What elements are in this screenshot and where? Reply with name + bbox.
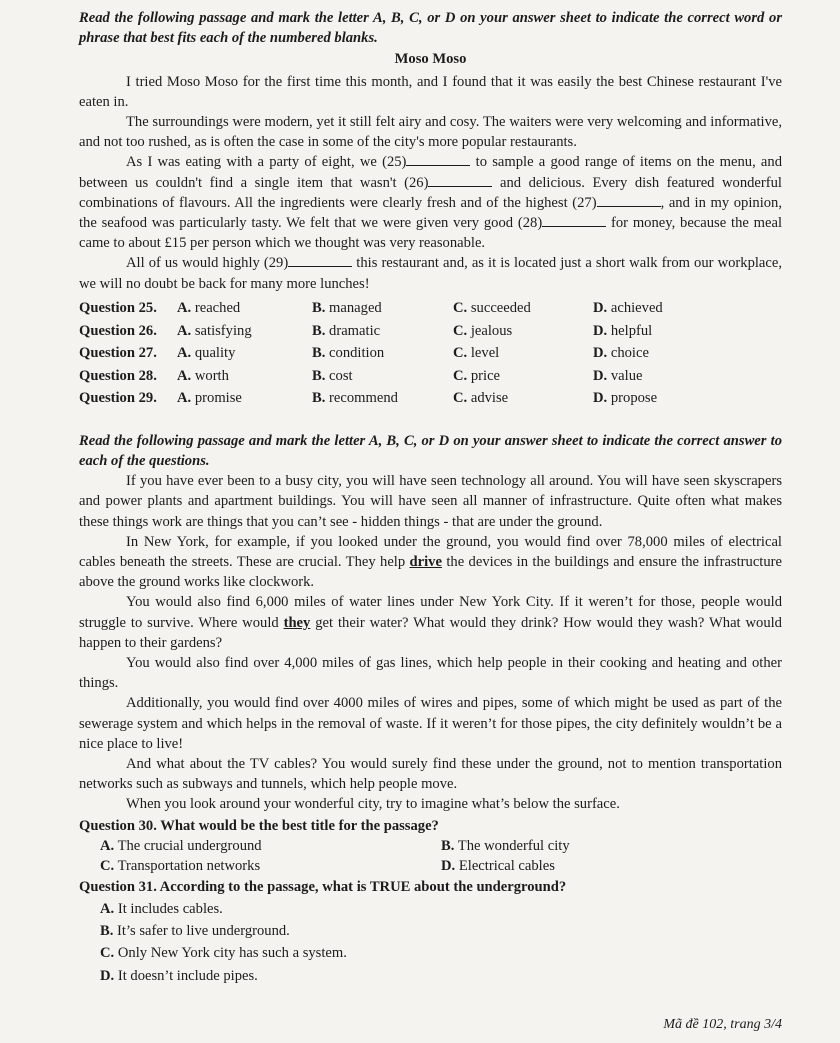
section2-paragraph-2 — [79, 532, 782, 593]
option-a[interactable]: A. quality — [177, 345, 236, 362]
option-d[interactable]: D. propose — [593, 390, 658, 407]
question-number: Question 29. — [79, 390, 157, 407]
question-30-options-row-2 — [79, 856, 782, 876]
text: In New York, for example, if you looked under the ground, you would find over 78,000 miles of electrical cables beneath the streets. These are crucial. They help — [79, 533, 782, 571]
option-c[interactable]: C. jealous — [453, 322, 513, 339]
question-number: Question 28. — [79, 367, 157, 384]
underlined-word-they: they — [283, 614, 311, 631]
text: this restaurant and, as it is located just a short walk from our workplace, we will no doubt be back for many more lunches! — [79, 255, 782, 292]
option-d[interactable]: D. choice — [593, 345, 649, 362]
option-d[interactable]: D. value — [593, 367, 643, 384]
question-number: Question 27. — [79, 345, 157, 362]
section2-paragraph-6: And what about the TV cables? You would surely find these under the ground, not to mention transportation networks such as subways and tunnels, which help people move. — [79, 756, 782, 793]
section1-instruction: Read the following passage and mark the letter A, B, C, or D on your answer sheet to indicate the correct word or phrase that best fits each of the numbered blanks. — [79, 10, 782, 47]
blank-27 — [597, 194, 661, 207]
section1-paragraph-3 — [79, 152, 782, 253]
option-b[interactable]: B. condition — [312, 345, 385, 362]
question-30: Question 30. What would be the best title for the passage? — [79, 817, 439, 834]
section2-paragraph-4: You would also find over 4,000 miles of gas lines, which help people in their cooking and heating and other things. — [79, 655, 782, 692]
text: , and in my opinion, the seafood was particularly tasty. We felt that we were given very good (28) — [79, 194, 782, 232]
option-b[interactable]: B. managed — [312, 300, 382, 317]
option-a[interactable]: A. satisfying — [177, 322, 252, 339]
option-b[interactable]: B. The wonderful city — [441, 837, 570, 854]
text: for money, because the meal came to about £15 per person which we thought was very reasonable. — [79, 215, 782, 252]
option-d[interactable]: D. It doesn’t include pipes. — [100, 967, 258, 984]
section2-paragraph-3 — [79, 592, 782, 653]
page-footer: Mã đề 102, trang 3/4 — [663, 1017, 782, 1032]
option-a[interactable]: A. reached — [177, 300, 241, 317]
text: and delicious. Every dish featured wonderful combinations of flavours. All the ingredients were clearly fresh and of the highest (27) — [79, 174, 782, 211]
section1-paragraph-1: I tried Moso Moso for the first time this month, and I found that it was easily the best Chinese restaurant I've eaten in. — [79, 73, 782, 110]
option-d[interactable]: D. achieved — [593, 300, 663, 317]
option-a[interactable]: A. The crucial underground — [100, 837, 262, 854]
section2-instruction: Read the following passage and mark the letter A, B, C, or D on your answer sheet to indicate the correct answer to each of the questions. — [79, 432, 782, 470]
question-number: Question 25. — [79, 300, 157, 317]
text: As I was eating with a party of eight, we (25) — [126, 154, 407, 171]
question-row — [79, 297, 782, 320]
question-row — [79, 365, 782, 388]
text: to sample a good range of items on the menu, and between us couldn't find a single item that wasn't (26) — [79, 154, 783, 191]
blank-25 — [406, 153, 470, 166]
option-c[interactable]: C. price — [453, 367, 501, 384]
blank-26 — [428, 174, 492, 187]
question-30-options-row-1 — [79, 836, 782, 856]
option-c[interactable]: C. level — [453, 345, 500, 362]
option-a[interactable]: A. worth — [177, 367, 229, 384]
text: get their water? What would they drink? How would they wash? What would happen to their gardens? — [79, 614, 782, 651]
option-d[interactable]: D. Electrical cables — [441, 858, 555, 875]
question-31: Question 31. According to the passage, what is TRUE about the underground? — [79, 879, 567, 896]
option-b[interactable]: B. It’s safer to live underground. — [100, 922, 290, 939]
text: You would also find 6,000 miles of water lines under New York City. If it weren’t for those, people would struggle to survive. Where would — [79, 594, 782, 631]
question-table — [79, 297, 782, 410]
question-row — [79, 342, 782, 365]
option-a[interactable]: A. It includes cables. — [100, 900, 223, 917]
section2-paragraph-7: When you look around your wonderful city, try to imagine what’s below the surface. — [126, 796, 620, 813]
section2-paragraph-5: Additionally, you would find over 4000 miles of wires and pipes, some of which might be used as part of the sewerage system and which helps in the removal of waste. If it weren’t for those pipes, the city definitely wouldn’t be a nice place to live! — [79, 695, 782, 752]
section1-paragraph-2: The surroundings were modern, yet it still felt airy and cosy. The waiters were very welcoming and informative, and not too rushed, as is often the case in some of the city's more popular restaurants. — [79, 114, 782, 151]
option-c[interactable]: C. succeeded — [453, 300, 531, 317]
option-a[interactable]: A. promise — [177, 390, 242, 407]
section2-paragraph-1: If you have ever been to a busy city, you will have seen technology all around. You will have seen skyscrapers and power plants and apartment buildings. You will have seen all manner of infrastructure. Quite often what makes these things work are things that you can’t see - hidden things - that are under the ground. — [79, 473, 782, 530]
question-row — [79, 319, 782, 342]
question-row — [79, 387, 782, 410]
option-c[interactable]: C. Transportation networks — [100, 858, 261, 875]
underlined-word-drive: drive — [409, 554, 442, 571]
option-d[interactable]: D. helpful — [593, 322, 653, 339]
passage-title: Moso Moso — [394, 51, 467, 68]
section1-paragraph-4 — [79, 253, 782, 293]
blank-29 — [288, 254, 352, 267]
option-c[interactable]: C. Only New York city has such a system. — [100, 945, 347, 962]
question-number: Question 26. — [79, 322, 157, 339]
option-b[interactable]: B. dramatic — [312, 322, 381, 339]
option-b[interactable]: B. cost — [312, 367, 353, 384]
text: All of us would highly (29) — [126, 255, 289, 272]
blank-28 — [542, 214, 606, 227]
text: the devices in the buildings and ensure the infrastructure above the ground works like clockwork. — [79, 554, 782, 591]
option-c[interactable]: C. advise — [453, 390, 509, 407]
option-b[interactable]: B. recommend — [312, 390, 398, 407]
